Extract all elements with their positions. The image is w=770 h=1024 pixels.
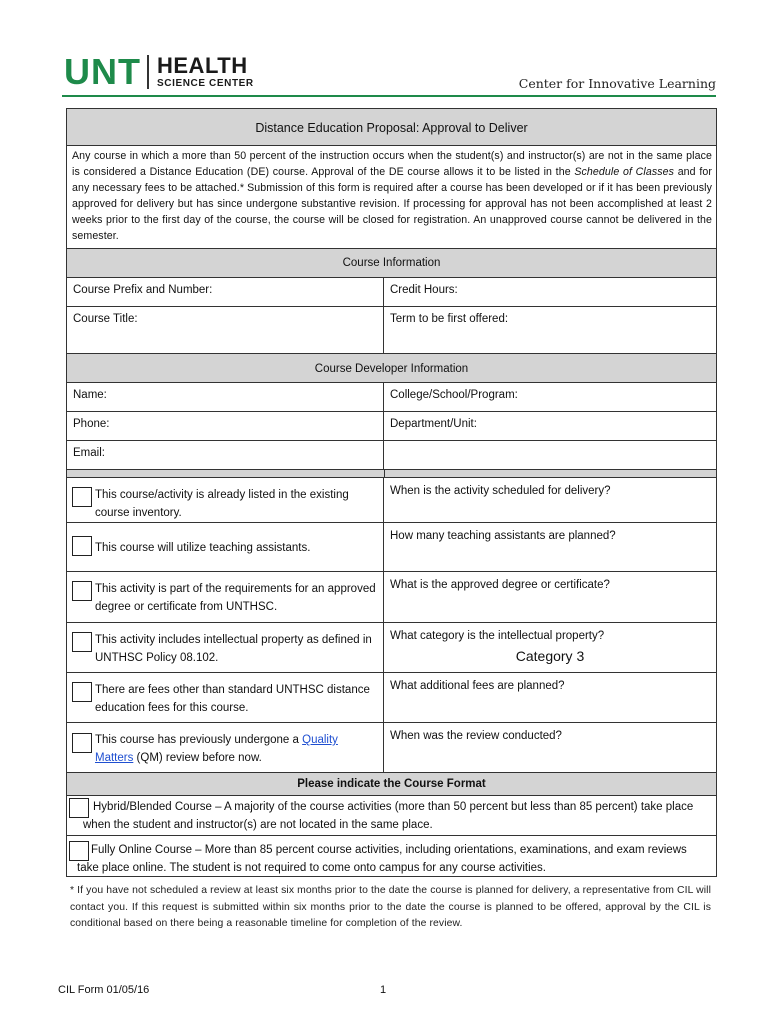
proposal-form [66, 108, 717, 877]
delivery-question[interactable]: When is the activity scheduled for delivery? [390, 485, 611, 497]
email-row [67, 441, 716, 470]
intro-paragraph [67, 146, 716, 249]
qm-question[interactable]: When was the review conducted? [390, 730, 562, 742]
hybrid-checkbox[interactable] [69, 798, 89, 818]
check-row-ip [67, 623, 716, 673]
format-header: Please indicate the Course Format [67, 773, 716, 796]
degree-checkbox[interactable] [72, 581, 92, 601]
form-title: Distance Education Proposal: Approval to Deliver [67, 109, 716, 146]
check-row-degree [67, 572, 716, 623]
qm-label-pre: This course has previously undergone a [95, 734, 303, 746]
course-title-field[interactable]: Course Title: [67, 307, 384, 353]
name-field[interactable]: Name: [67, 383, 384, 411]
name-row [67, 383, 716, 412]
hybrid-label: Hybrid/Blended Course – A majority of the course activities (more than 50 percent but less than 85 percent) take place when the student and instructor(s) are not located in the same place. [83, 801, 694, 831]
email-spare-cell [384, 441, 716, 469]
section-divider-bar [67, 470, 716, 478]
logo-science-center-text: SCIENCE CENTER [157, 78, 254, 89]
check-row-assistants [67, 523, 716, 572]
fees-label: There are fees other than standard UNTHSC distance education fees for this course. [95, 684, 370, 714]
logo-health-text: HEALTH [157, 53, 248, 78]
format-hybrid-row [67, 796, 716, 836]
inventory-checkbox[interactable] [72, 487, 92, 507]
intro-text-1: Any course in which a more than 50 percent of the instruction occurs when the student(s) and instructor(s) are not in the same place is considered a Distance Education (DE) course. Approval of the DE course allows it to be listed in the [72, 150, 712, 178]
footnote: * If you have not scheduled a review at least six months prior to the date the course is planned for delivery, a representative from CIL will contact you. If this request is submitted within six months prior to the date the course is planned to be offered, approval by the CIL is conditional based on there being a reasonable timeline for completion of the review. [70, 885, 711, 929]
online-checkbox[interactable] [69, 841, 89, 861]
ip-checkbox[interactable] [72, 632, 92, 652]
quality-matters-link[interactable]: Quality Matters [95, 734, 338, 764]
inventory-label: This course/activity is already listed in the existing course inventory. [95, 489, 349, 519]
logo-unt-text: UNT [64, 51, 141, 92]
course-prefix-field[interactable]: Course Prefix and Number: [67, 278, 384, 306]
check-row-inventory [67, 478, 716, 523]
fees-question[interactable]: What additional fees are planned? [390, 680, 565, 692]
qm-label-post: (QM) review before now. [133, 752, 262, 764]
course-info-header: Course Information [67, 249, 716, 278]
center-name: Center for Innovative Learning [518, 76, 716, 91]
developer-info-header: Course Developer Information [67, 354, 716, 383]
department-field[interactable]: Department/Unit: [390, 418, 477, 430]
degree-question[interactable]: What is the approved degree or certificate? [390, 579, 610, 591]
intro-text-2: and for any necessary fees to be attached.* Submission of this form is required after a course has been developed or if it has been previously approved for delivery but has since undergone substantive revision. If processing for approval has not been accomplished at least 2 weeks prior to the first day of the course, the course will be closed for registration. An unapproved course cannot be delivered in the semester. [72, 166, 712, 242]
qm-checkbox[interactable] [72, 733, 92, 753]
check-row-fees [67, 673, 716, 723]
ip-question: What category is the intellectual property? [390, 630, 605, 642]
course-prefix-row [67, 278, 716, 307]
course-title-row [67, 307, 716, 354]
ip-answer[interactable]: Category 3 [515, 648, 585, 664]
unthsc-logo [64, 52, 254, 92]
logo-divider [147, 55, 149, 89]
ip-label: This activity includes intellectual property as defined in UNTHSC Policy 08.102. [95, 634, 372, 664]
assistants-checkbox[interactable] [72, 536, 92, 556]
logo-wordmark [157, 55, 254, 89]
intro-italic: Schedule of Classes [574, 166, 675, 178]
assistants-label: This course will utilize teaching assistants. [95, 542, 311, 554]
phone-field[interactable]: Phone: [67, 412, 384, 440]
page-number: 1 [380, 984, 387, 996]
college-field[interactable]: College/School/Program: [390, 389, 518, 401]
credit-hours-field[interactable]: Credit Hours: [390, 284, 458, 296]
form-id: CIL Form 01/05/16 [58, 984, 150, 996]
ip-question-cell[interactable] [384, 623, 716, 672]
format-online-row [67, 836, 716, 876]
email-field[interactable]: Email: [67, 441, 384, 469]
fees-checkbox[interactable] [72, 682, 92, 702]
term-field[interactable]: Term to be first offered: [390, 313, 509, 325]
online-label: Fully Online Course – More than 85 percent course activities, including orientations, examinations, and exam reviews take place online. The student is not required to come onto campus for any course activities. [77, 844, 687, 874]
degree-label: This activity is part of the requirements for an approved degree or certificate from UNTHSC. [95, 583, 376, 613]
header-rule [62, 95, 716, 97]
assistants-question[interactable]: How many teaching assistants are planned? [390, 530, 616, 542]
phone-row [67, 412, 716, 441]
check-row-qm [67, 723, 716, 773]
